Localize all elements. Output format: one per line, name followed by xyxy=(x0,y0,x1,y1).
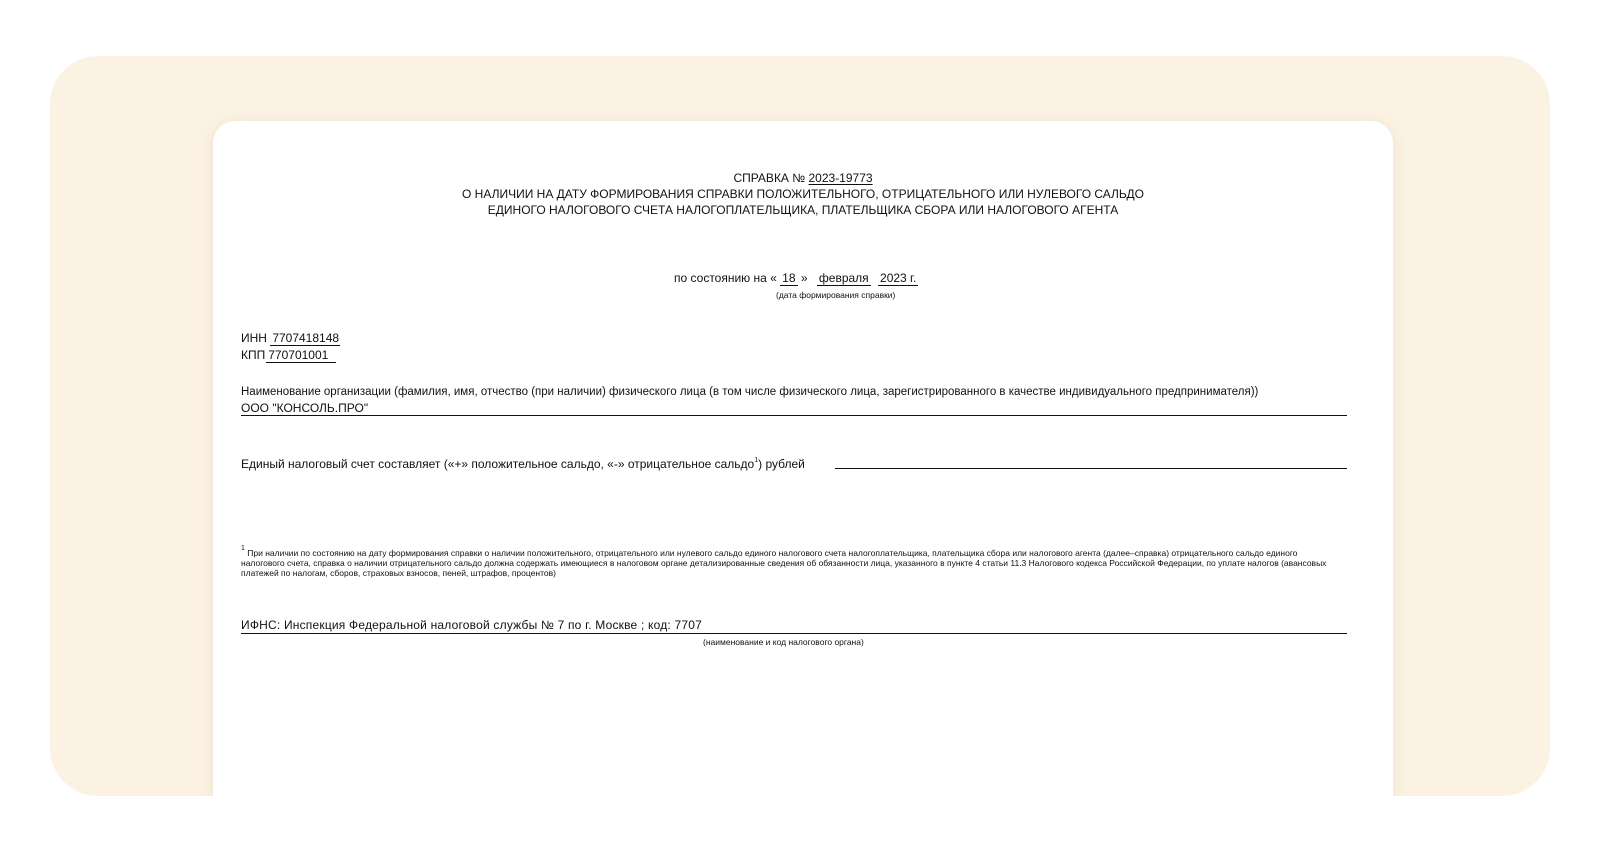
organization-name-label: Наименование организации (фамилия, имя, отчество (при наличии) физического лица (в том числе физического лица, зарегистрированного в качестве индивидуального предпринимателя)) xyxy=(241,386,1259,398)
certificate-title: СПРАВКА № 2023-19773 xyxy=(733,171,873,185)
tax-authority-value: ИФНС: Инспекция Федеральной налоговой службы № 7 по г. Москве ; код: 7707 xyxy=(241,618,702,632)
date-caption: (дата формирования справки) xyxy=(776,290,896,300)
certificate-subtitle-line-1: О НАЛИЧИИ НА ДАТУ ФОРМИРОВАНИЯ СПРАВКИ ПОЛОЖИТЕЛЬНОГО, ОТРИЦАТЕЛЬНОГО ИЛИ НУЛЕВОГО САЛЬДО xyxy=(461,187,1144,201)
balance-label: Единый налоговый счет составляет («+» положительное сальдо, «-» отрицательное сальдо$^1$) рублей xyxy=(241,457,805,471)
footnote xyxy=(241,544,1333,578)
date-line: по состоянию на « 18 » февраля 2023 г. xyxy=(674,271,917,285)
certificate-subtitle-line-2: ЕДИНОГО НАЛОГОВОГО СЧЕТА НАЛОГОПЛАТЕЛЬЩИКА, ПЛАТЕЛЬЩИКА СБОРА ИЛИ НАЛОГОВОГО АГЕНТА xyxy=(487,203,1119,217)
background-frame xyxy=(50,56,1550,796)
footnote-text: При наличии по состоянию на дату формирования справки о наличии положительного, отрицательного или нулевого сальдо единого налогового счета налогоплательщика, плательщика сбора или налогового агента (далее–справка) отрицательного сальдо единого налогового счета, справка о наличии отрицательного сальдо должна содержать имеющиеся в налоговом органе детализированные сведения об обязанности лица, указанного в пункте 4 статьи 11.3 Налогового кодекса Российской Федерации, по уплате налогов (авансовых платежей по налогам, сборов, страховых взносов, пеней, штрафов, процентов) xyxy=(241,548,1327,578)
balance-value-field xyxy=(835,453,1347,467)
organization-name-underline xyxy=(241,415,1347,416)
date-year: 2023 г. xyxy=(880,271,917,285)
kpp-value: 770701001 xyxy=(266,348,336,363)
inn-value: 7707418148 xyxy=(272,331,340,345)
organization-name-value: ООО "КОНСОЛЬ.ПРО" xyxy=(241,401,369,415)
tax-authority-underline xyxy=(241,633,1347,634)
tax-certificate-document xyxy=(213,121,1393,796)
date-day: 18 xyxy=(782,271,796,285)
date-month: февраля xyxy=(818,271,869,285)
balance-value-underline xyxy=(835,468,1347,469)
footnote-mark: 1 xyxy=(241,545,245,552)
footnote-reference: 1 xyxy=(754,457,759,464)
certificate-number: 2023-19773 xyxy=(808,171,873,185)
inn-row: ИНН 7707418148 xyxy=(241,331,340,345)
kpp-row: КПП 770701001 xyxy=(241,348,336,363)
tax-authority-caption: (наименование и код налогового органа) xyxy=(703,637,864,647)
